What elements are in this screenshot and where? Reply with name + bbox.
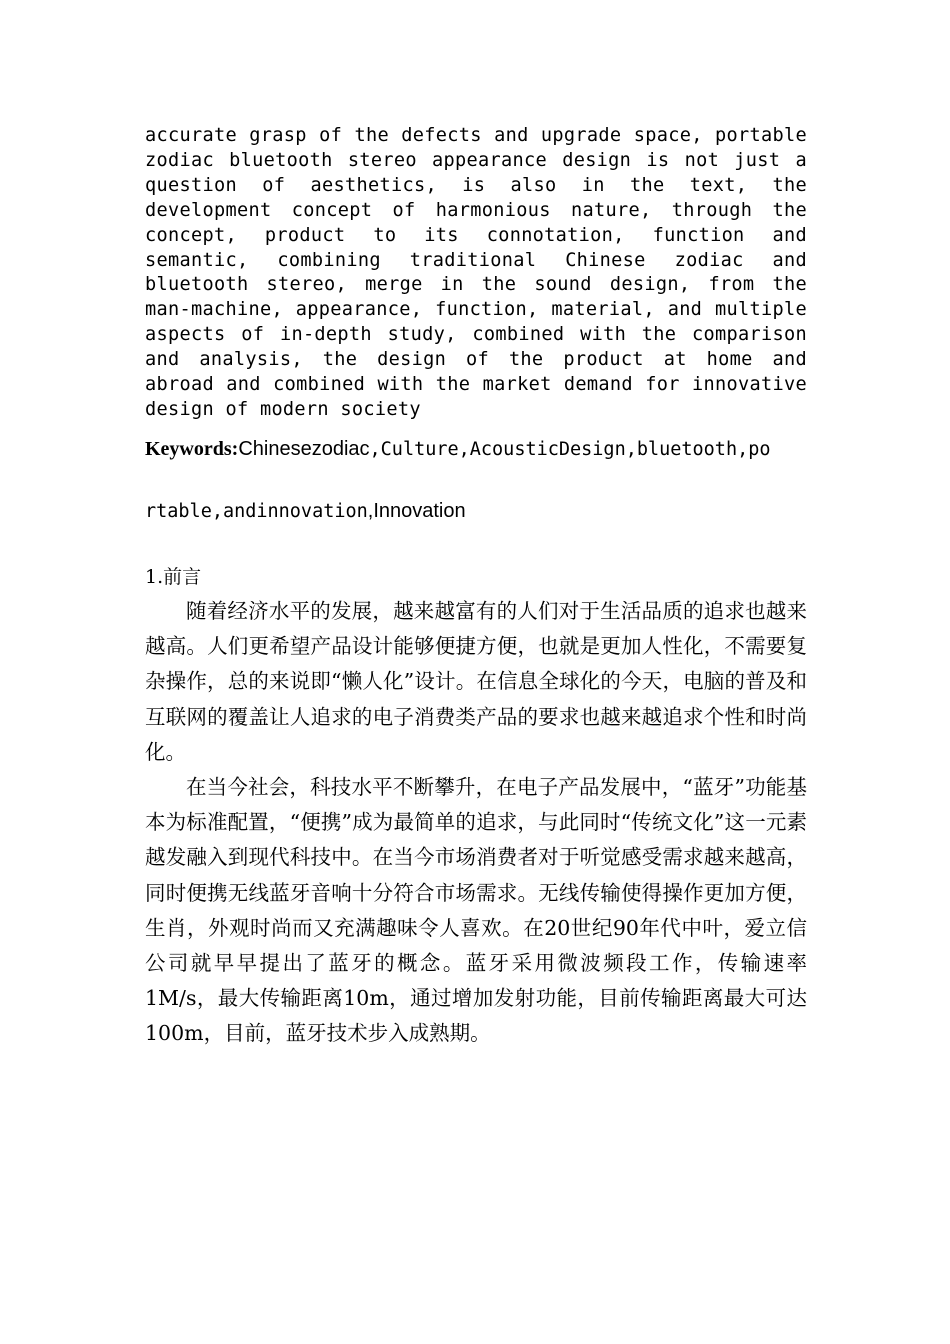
keyword-first-term: Chinesezodiac [238,438,370,460]
body-paragraph-2: 在当今社会，科技水平不断攀升，在电子产品发展中，“蓝牙”功能基本为标准配置，“便携”成为最简单的追求，与此同时“传统文化”这一元素越发融入到现代科技中。在当今市场消费者对于听觉感受需求越来越高，同时便携无线蓝牙音响十分符合市场需求。无线传输使得操作更加方便，生肖，外观时尚而又充满趣味令人喜欢。在20世纪90年代中叶，爱立信公司就早早提出了蓝牙的概念。蓝牙采用微波频段工作，传输速率1M/s，最大传输距离10m，通过增加发射功能，目前传输距离最大可达100m，目前，蓝牙技术步入成熟期。 [145,775,807,1046]
keywords-label: Keywords: [145,438,239,460]
keywords-line-continued [145,496,825,527]
body-paragraph-1: 随着经济水平的发展，越来越富有的人们对于生活品质的追求也越来越高。人们更希望产品设计能够便捷方便，也就是更加人性化，不需要复杂操作，总的来说即“懒人化”设计。在信息全球化的今天，电脑的普及和互联网的覆盖让人追求的电子消费类产品的要求也越来越追求个性和时尚化。 [145,599,807,764]
keywords-list-part2: rtable,andinnovation [145,501,368,522]
keywords-list-part1: ,Culture,AcousticDesign,bluetooth,po [369,439,771,460]
keyword-last-term: ,Innovation [367,500,466,522]
section-body [145,594,807,1052]
abstract-paragraph: accurate grasp of the defects and upgrade space, portable zodiac bluetooth stereo appearance design is not just a question of aesthetics, is also in the text, the development concept of harmonious nature, through the concept, product to its connotation, function and semantic, combining traditional Chinese zodiac and bluetooth stereo, merge in the sound design, from the man-machine, appearance, function, material, and multiple aspects of in-depth study, combined with the comparison and analysis, the design of the product at home and abroad and combined with the market demand for innovative design of modern society [145,125,807,420]
keywords-line [145,434,825,465]
section-heading: 1.前言 [145,566,202,588]
